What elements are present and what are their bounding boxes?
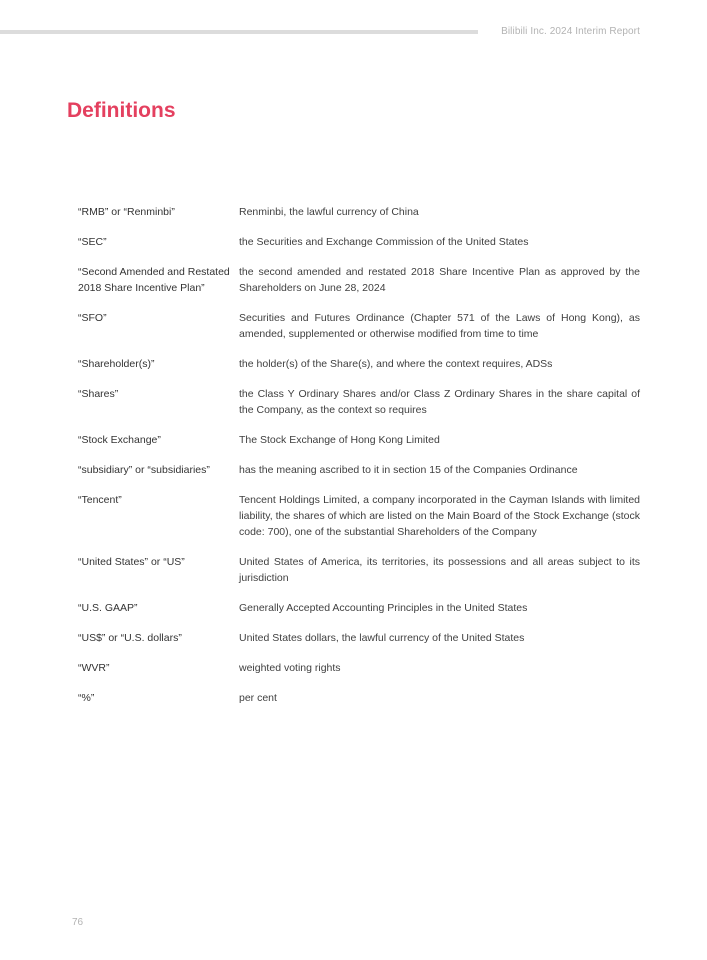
- definitions-list: [78, 204, 640, 720]
- definition-term: “subsidiary” or “subsidiaries”: [78, 464, 210, 476]
- definition-term: “WVR”: [78, 662, 110, 674]
- definition-term: “U.S. GAAP”: [78, 602, 138, 614]
- definition-meaning: per cent: [239, 692, 277, 704]
- page-title: Definitions: [67, 99, 176, 122]
- definition-term: “SEC”: [78, 236, 107, 248]
- definition-term: “US$” or “U.S. dollars”: [78, 632, 182, 644]
- definition-meaning: The Stock Exchange of Hong Kong Limited: [239, 434, 440, 446]
- definition-meaning: has the meaning ascribed to it in section 15 of the Companies Ordinance: [239, 464, 578, 476]
- definition-term: “SFO”: [78, 312, 107, 324]
- definition-row: [78, 462, 640, 478]
- definition-meaning: weighted voting rights: [239, 662, 341, 674]
- definition-row: [78, 310, 640, 342]
- definition-meaning: the second amended and restated 2018 Share Incentive Plan as approved by the Shareholders on June 28, 2024: [239, 266, 640, 294]
- definition-meaning: Renminbi, the lawful currency of China: [239, 206, 419, 218]
- page-number: 76: [72, 917, 84, 928]
- definition-term: “Tencent”: [78, 494, 122, 506]
- definition-row: [78, 356, 640, 372]
- definition-row: [78, 204, 640, 220]
- definition-meaning: United States dollars, the lawful currency of the United States: [239, 632, 525, 644]
- definition-row: [78, 234, 640, 250]
- definition-meaning: Securities and Futures Ordinance (Chapter 571 of the Laws of Hong Kong), as amended, supplemented or otherwise modified from time to time: [239, 312, 640, 340]
- definition-meaning: Tencent Holdings Limited, a company incorporated in the Cayman Islands with limited liability, the shares of which are listed on the Main Board of the Stock Exchange (stock code: 700), one of the substantial Shareholders of the Company: [239, 494, 640, 538]
- definition-row: [78, 630, 640, 646]
- definition-term: “RMB” or “Renminbi”: [78, 206, 175, 218]
- definition-term: “Second Amended and Restated 2018 Share Incentive Plan”: [78, 266, 230, 294]
- definition-meaning: the Securities and Exchange Commission of the United States: [239, 236, 529, 248]
- definition-term: “Shareholder(s)”: [78, 358, 155, 370]
- definition-term: “%”: [78, 692, 95, 704]
- definition-row: [78, 264, 640, 296]
- definition-row: [78, 554, 640, 586]
- definition-term: “Shares”: [78, 388, 119, 400]
- definition-row: [78, 660, 640, 676]
- definition-row: [78, 432, 640, 448]
- definition-term: “Stock Exchange”: [78, 434, 161, 446]
- definition-row: [78, 492, 640, 540]
- definition-row: [78, 386, 640, 418]
- definition-meaning: the Class Y Ordinary Shares and/or Class Z Ordinary Shares in the share capital of the Company, as the context so requires: [239, 388, 640, 416]
- report-header: Bilibili Inc. 2024 Interim Report: [501, 26, 640, 37]
- definition-meaning: the holder(s) of the Share(s), and where the context requires, ADSs: [239, 358, 553, 370]
- definition-row: [78, 690, 640, 706]
- definition-meaning: Generally Accepted Accounting Principles in the United States: [239, 602, 528, 614]
- header-rule: [0, 30, 478, 34]
- definition-row: [78, 600, 640, 616]
- definition-term: “United States” or “US”: [78, 556, 185, 568]
- definition-meaning: United States of America, its territories, its possessions and all areas subject to its jurisdiction: [239, 556, 640, 584]
